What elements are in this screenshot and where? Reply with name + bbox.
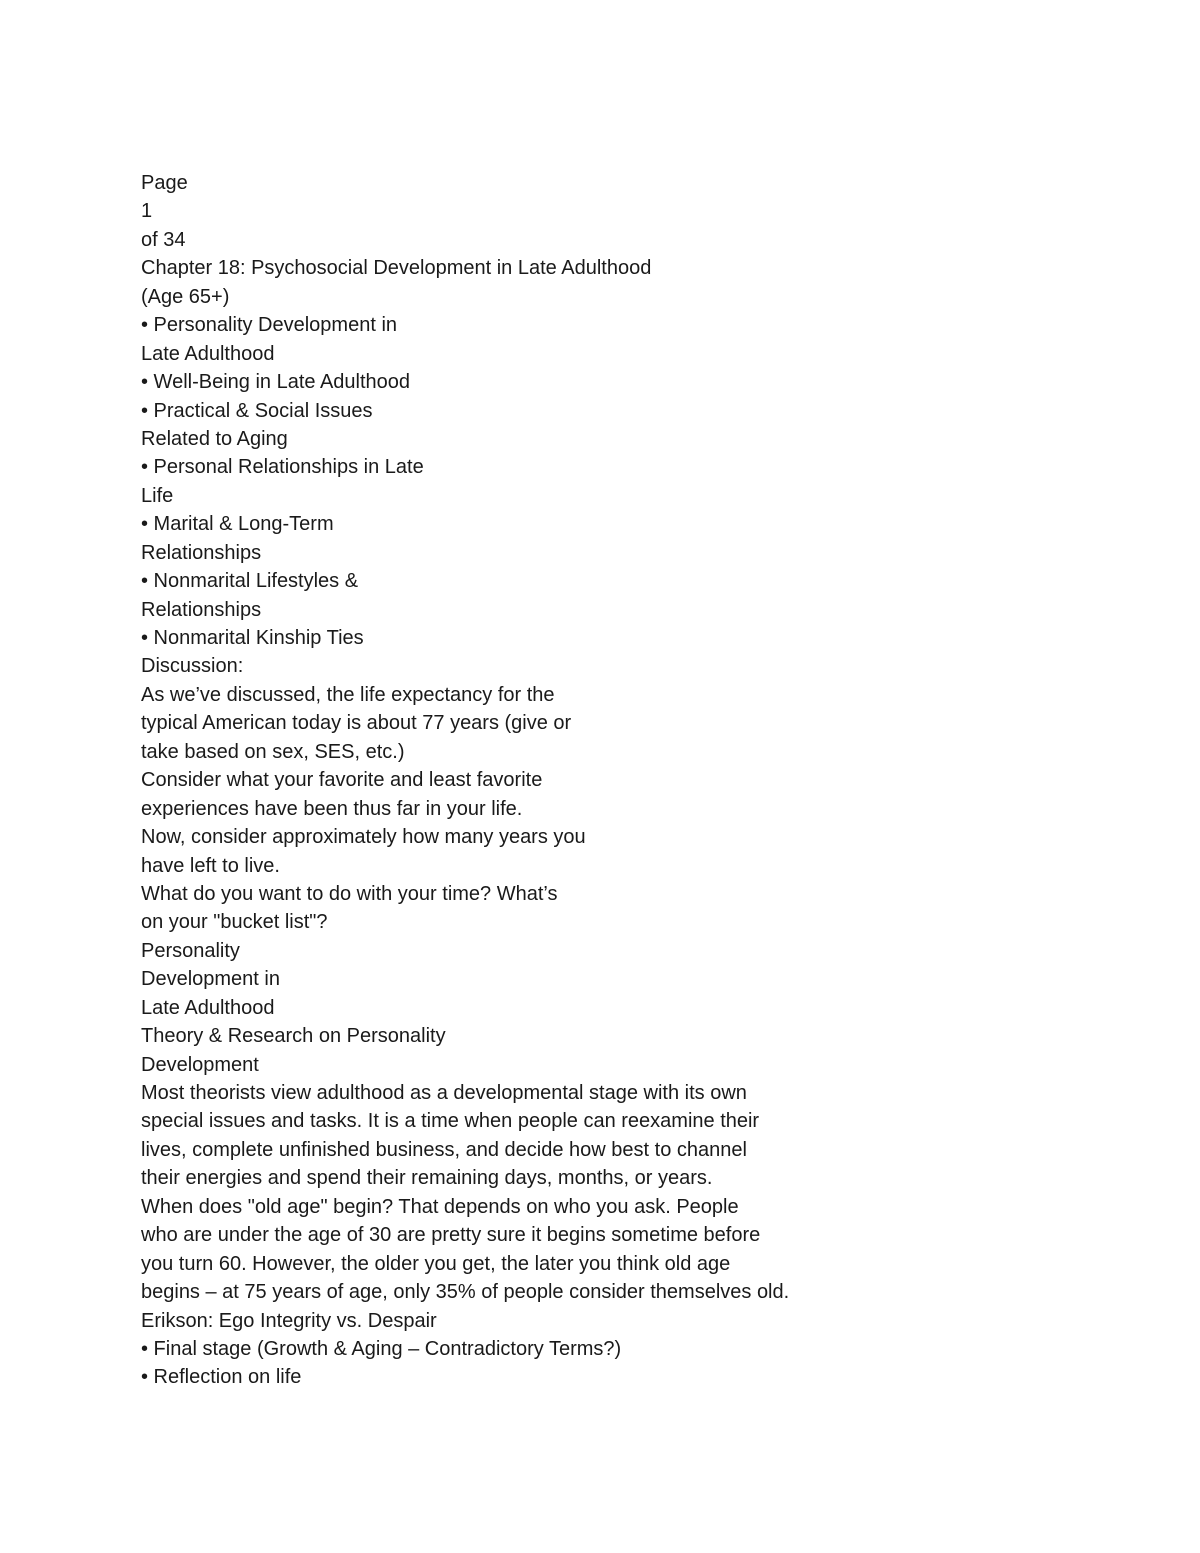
- paragraph-line: Consider what your favorite and least favorite: [141, 769, 543, 792]
- outline-item-continued: Late Adulthood: [141, 342, 275, 365]
- paragraph-line: typical American today is about 77 years (give or: [141, 712, 572, 735]
- paragraph-line: begins – at 75 years of age, only 35% of people consider themselves old.: [141, 1281, 790, 1304]
- chapter-title: Chapter 18: Psychosocial Development in Late Adulthood: [141, 257, 652, 280]
- section-heading: Late Adulthood: [141, 996, 275, 1019]
- paragraph-line: Most theorists view adulthood as a developmental stage with its own: [141, 1082, 747, 1104]
- subsection-heading: Theory & Research on Personality: [141, 1025, 446, 1048]
- document-text: [141, 169, 1041, 1392]
- erikson-heading: Erikson: Ego Integrity vs. Despair: [141, 1309, 437, 1332]
- paragraph-line: experiences have been thus far in your life.: [141, 797, 523, 820]
- outline-item: • Well-Being in Late Adulthood: [141, 371, 411, 394]
- outline-item-continued: Related to Aging: [141, 427, 288, 450]
- section-heading: Development in: [141, 968, 280, 991]
- discussion-heading: Discussion:: [141, 655, 244, 678]
- chapter-subtitle: (Age 65+): [141, 285, 230, 308]
- paragraph-line: have left to live.: [141, 854, 280, 877]
- outline-item: • Personal Relationships in Late: [141, 456, 424, 479]
- paragraph-line: on your "bucket list"?: [141, 911, 328, 934]
- outline-item: • Practical & Social Issues: [141, 399, 373, 422]
- subsection-heading: Development: [141, 1053, 259, 1076]
- outline-item: • Personality Development in: [141, 314, 398, 337]
- paragraph-line: take based on sex, SES, etc.): [141, 740, 405, 763]
- paragraph-line: who are under the age of 30 are pretty sure it begins sometime before: [141, 1224, 761, 1247]
- outline-item-continued: Relationships: [141, 541, 262, 564]
- paragraph-line: Now, consider approximately how many years you: [141, 826, 586, 849]
- paragraph-line: As we’ve discussed, the life expectancy for the: [141, 683, 555, 706]
- page-number: 1: [141, 200, 153, 223]
- paragraph-line: When does "old age" begin? That depends on who you ask. People: [141, 1195, 739, 1218]
- paragraph-line: special issues and tasks. It is a time when people can reexamine their: [141, 1110, 760, 1133]
- paragraph-line: their energies and spend their remaining days, months, or years.: [141, 1167, 713, 1190]
- outline-item: • Reflection on life: [141, 1366, 302, 1389]
- outline-item-continued: Life: [141, 484, 174, 507]
- outline-item: • Marital & Long-Term: [141, 513, 334, 536]
- outline-item-continued: Relationships: [141, 598, 262, 621]
- section-heading: Personality: [141, 939, 240, 962]
- page-label: Page: [141, 172, 188, 194]
- paragraph-line: What do you want to do with your time? What’s: [141, 882, 558, 905]
- outline-item: • Final stage (Growth & Aging – Contradictory Terms?): [141, 1337, 622, 1360]
- outline-item: • Nonmarital Kinship Ties: [141, 627, 364, 649]
- page-count: of 34: [141, 228, 186, 251]
- paragraph-line: lives, complete unfinished business, and decide how best to channel: [141, 1138, 747, 1161]
- paragraph-line: you turn 60. However, the older you get, the later you think old age: [141, 1252, 731, 1275]
- outline-item: • Nonmarital Lifestyles &: [141, 570, 359, 593]
